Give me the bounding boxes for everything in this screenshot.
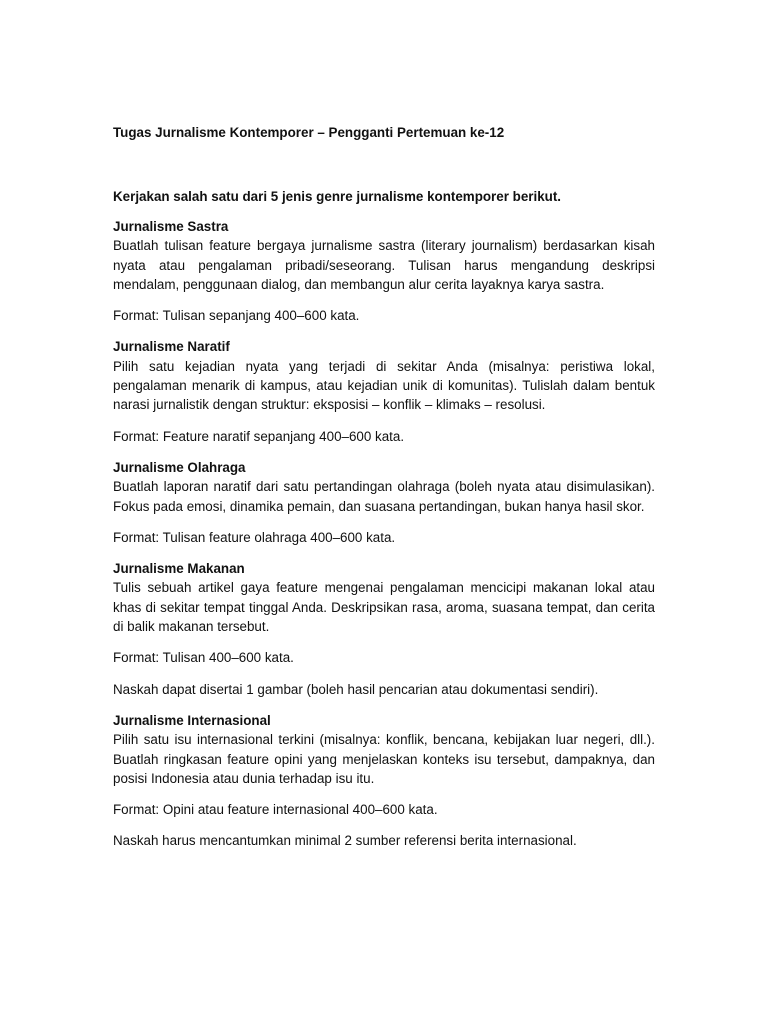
section-title: Jurnalisme Naratif: [113, 339, 230, 355]
sections-container: [113, 217, 655, 863]
section-title: Jurnalisme Sastra: [113, 219, 229, 234]
section-title: Jurnalisme Olahraga: [113, 459, 246, 475]
instruction-text: Kerjakan salah satu dari 5 jenis genre jurnalisme kontemporer berikut.: [113, 189, 562, 204]
section-body: Buatlah tulisan feature bergaya jurnalisme sastra (literary journalism) berdasarkan kisah nyata atau pengalaman pribadi/seseorang. Tulisan harus mengandung deskripsi mendalam, penggunaan dialog, dan membangun alur cerita layaknya karya sastra.: [113, 238, 655, 292]
section-note: Naskah harus mencantumkan minimal 2 sumber referensi berita internasional.: [113, 833, 577, 849]
document-title: Tugas Jurnalisme Kontemporer – Pengganti Pertemuan ke-12: [113, 125, 505, 140]
section-body: Pilih satu isu internasional terkini (misalnya: konflik, bencana, kebijakan luar negeri, dll.). Buatlah ringkasan feature opini yang menjelaskan konteks isu tersebut, dampaknya, dan posisi Indonesia atau dunia terhadap isu itu.: [113, 732, 655, 786]
section-body: Pilih satu kejadian nyata yang terjadi di sekitar Anda (misalnya: peristiwa lokal, pengalaman menarik di kampus, atau kejadian unik di komunitas). Tulislah dalam bentuk narasi jurnalistik dengan struktur: eksposisi – konflik – klimaks – resolusi.: [113, 358, 655, 413]
section-format: Format: Opini atau feature internasional 400–600 kata.: [113, 802, 438, 818]
section-jurnalisme-naratif: [113, 337, 655, 414]
section-jurnalisme-internasional: [113, 711, 655, 788]
section-body: Buatlah laporan naratif dari satu pertandingan olahraga (boleh nyata atau disimulasikan). Fokus pada emosi, dinamika pemain, dan suasana pertandingan, bukan hanya hasil skor.: [113, 479, 655, 514]
section-title: Jurnalisme Internasional: [113, 712, 271, 728]
section-jurnalisme-makanan: [113, 559, 655, 636]
section-format: Format: Tulisan 400–600 kata.: [113, 650, 294, 666]
section-format: Format: Tulisan sepanjang 400–600 kata.: [113, 308, 360, 324]
section-jurnalisme-sastra: [113, 217, 655, 294]
section-format: Format: Feature naratif sepanjang 400–600 kata.: [113, 428, 405, 444]
section-jurnalisme-olahraga: [113, 458, 655, 516]
section-note: Naskah dapat disertai 1 gambar (boleh hasil pencarian atau dokumentasi sendiri).: [113, 681, 599, 697]
section-title: Jurnalisme Makanan: [113, 561, 245, 577]
section-body: Tulis sebuah artikel gaya feature mengenai pengalaman mencicipi makanan lokal atau khas di sekitar tempat tinggal Anda. Deskripsikan rasa, aroma, suasana tempat, dan cerita di balik makanan tersebut.: [113, 580, 655, 635]
section-format: Format: Tulisan feature olahraga 400–600 kata.: [113, 529, 396, 545]
